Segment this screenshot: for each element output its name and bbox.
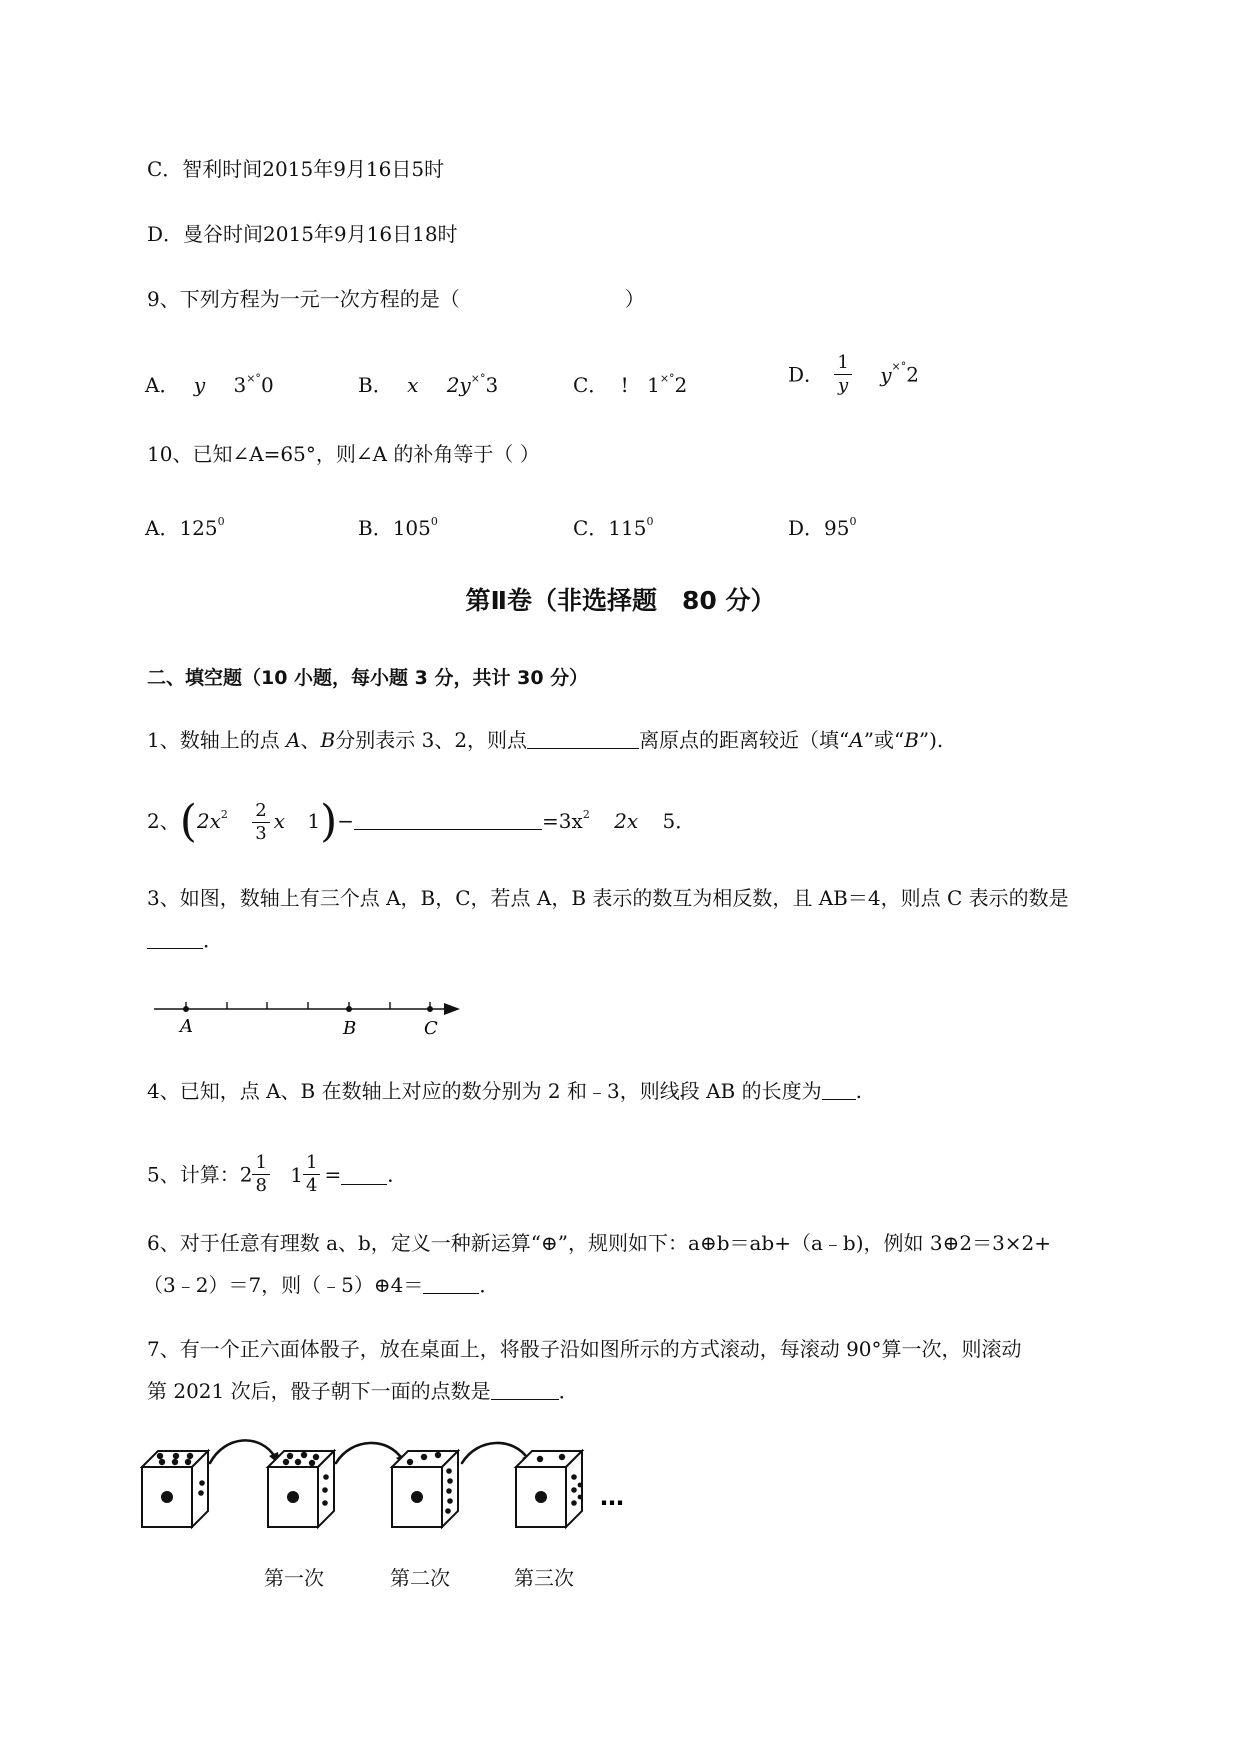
f4-text: 4、已知，点 A、B 在数轴上对应的数分别为 2 和﹣3，则线段 AB 的长度为 [147, 1079, 822, 1103]
f1-blank[interactable] [527, 728, 639, 749]
f1-a: A [286, 728, 301, 752]
f1-end: ”). [918, 728, 944, 752]
f2-tail: 2x [614, 809, 639, 833]
f7-end: ． [558, 1379, 579, 1403]
f1-sep: 、 [300, 728, 321, 752]
q9-d-rest: y [880, 362, 892, 387]
q10-option-c [573, 508, 653, 542]
q10-c-text: C．115 [573, 516, 647, 540]
point-a [183, 1006, 189, 1012]
q9-c-rest: 1 [647, 373, 660, 397]
point-b [346, 1006, 352, 1012]
q9-c-rhs: 2 [674, 373, 688, 397]
q9-d-num: 1 [834, 352, 851, 375]
f5-w2: 1 [290, 1162, 303, 1187]
q10-b-deg: 0 [430, 515, 438, 528]
fill-q5 [147, 1152, 407, 1197]
q9-d-den: y [838, 375, 849, 396]
q9-a-rest: 3 [233, 373, 247, 397]
q9-d-fraction [834, 352, 851, 397]
fill-q7-line2 [147, 1377, 579, 1405]
q10-b-text: B．105 [358, 516, 431, 540]
label-c: C [424, 1018, 438, 1039]
fill-q2 [147, 796, 696, 847]
fill-q3-line2 [147, 926, 223, 954]
f1-mid: 分别表示 3、2，则点 [335, 728, 528, 752]
f2-one: 1 [307, 809, 321, 833]
f5-n1: 1 [252, 1152, 269, 1175]
q9-a-label: A． [145, 373, 180, 397]
label-a: A [180, 1016, 193, 1037]
f2-minus: − [337, 809, 355, 833]
f1-pre: 1、数轴上的点 [147, 728, 287, 752]
q8-option-d: D．曼谷时间2015年9月16日18时 [147, 222, 458, 246]
q10-d-deg: 0 [849, 515, 857, 528]
q8-option-c: C．智利时间2015年9月16日5时 [147, 157, 445, 181]
f6-line2-text: （3﹣2）＝7，则（﹣5）⊕4＝ [143, 1273, 424, 1297]
q9-d-mark: ×° [891, 360, 907, 373]
f6-end: ． [479, 1273, 500, 1297]
label-b: B [343, 1018, 357, 1039]
f5-label: 5、计算：2 [147, 1162, 253, 1187]
fill-q4 [147, 1077, 862, 1105]
f7-line2-text: 第 2021 次后，骰子朝下一面的点数是 [147, 1379, 491, 1403]
f2-exp2: 2 [582, 808, 590, 821]
f2-label: 2、 [147, 809, 180, 833]
roll-arrow-2 [336, 1443, 402, 1463]
q9-b-rest: 2y [446, 373, 471, 397]
roll-arrow-3 [462, 1443, 528, 1463]
q9-c-mark: ×° [659, 372, 675, 385]
f2-eq: =3x [542, 809, 583, 833]
dice-figure [140, 1435, 660, 1560]
q10-stem: 10、已知∠A=65°，则∠A 的补角等于（ ） [147, 442, 540, 466]
f2-den: 3 [255, 823, 267, 844]
f2-fraction [252, 800, 269, 845]
q10-a-deg: 0 [217, 515, 225, 528]
q9-d-rhs: 2 [906, 362, 919, 387]
q9-b-rhs: 3 [485, 373, 499, 397]
part2-title: 第Ⅱ卷（非选择题 80 分） [465, 586, 776, 615]
f2-close-paren: ) [320, 796, 338, 847]
dice-caption-1: 第一次 [264, 1566, 324, 1590]
q10-c-deg: 0 [646, 515, 654, 528]
f2-open-paren: ( [179, 796, 197, 847]
point-c [427, 1006, 433, 1012]
f5-eq: = [324, 1162, 342, 1187]
f2-a: 2x [196, 809, 221, 833]
f6-blank[interactable] [423, 1273, 479, 1294]
f1-or: ”或“ [863, 728, 905, 752]
f2-x: x [273, 809, 286, 833]
f4-end: . [855, 1079, 862, 1103]
q9-option-d [788, 352, 919, 397]
section-heading: 二、填空题（10 小题，每小题 3 分，共计 30 分） [147, 667, 589, 689]
q9-c-expr: ! [620, 373, 629, 397]
q9-d-label: D． [788, 362, 825, 387]
f5-blank[interactable] [341, 1164, 387, 1185]
q10-d-text: D．95 [788, 516, 850, 540]
q9-a-expr: y [193, 373, 206, 397]
roll-arrow-1 [210, 1440, 275, 1463]
f5-frac2 [303, 1152, 320, 1197]
f3-blank[interactable] [147, 928, 203, 949]
q10-option-a [145, 508, 225, 542]
q10-a-text: A．125 [145, 516, 218, 540]
f5-d2: 4 [306, 1175, 318, 1196]
dice-caption-3: 第三次 [514, 1566, 574, 1590]
q9-option-b [358, 365, 498, 399]
f5-n2: 1 [303, 1152, 320, 1175]
q10-option-d [788, 508, 856, 542]
number-line-arrow-icon [444, 1003, 460, 1015]
f1-qb: B [904, 728, 919, 752]
fill-q6-line1: 6、对于任意有理数 a、b，定义一种新运算“⊕”，规则如下：a⊕b＝ab+（a﹣b)，例如 3⊕2＝3×2+ [147, 1231, 1052, 1255]
fill-q7-line1: 7、有一个正六面体骰子，放在桌面上，将骰子沿如图所示的方式滚动，每滚动 90°算一次，则滚动 [147, 1337, 1022, 1361]
f4-blank[interactable] [822, 1079, 856, 1100]
f1-qa: A [849, 728, 864, 752]
f5-frac1 [252, 1152, 269, 1197]
f5-d1: 8 [255, 1175, 267, 1196]
f5-end: ． [387, 1162, 408, 1187]
q9-close-paren: ） [624, 287, 645, 311]
q9-b-label: B． [358, 373, 393, 397]
f1-b: B [320, 728, 336, 752]
q9-a-rhs: 0 [260, 373, 274, 397]
q9-a-mark: ×° [246, 372, 261, 385]
fill-q1 [147, 726, 943, 754]
fill-q3-line1: 3、如图，数轴上有三个点 A，B，C，若点 A，B 表示的数互为相反数，且 AB＝4，则点 C 表示的数是 [147, 886, 1069, 910]
q9-option-c [573, 365, 687, 399]
f2-num: 2 [252, 800, 269, 823]
q9-stem [147, 285, 645, 313]
f2-exp: 2 [220, 808, 228, 821]
f3-end: ． [203, 928, 223, 952]
f2-blank[interactable] [354, 809, 542, 830]
dice-more: … [600, 1483, 624, 1511]
f2-five: 5． [662, 809, 696, 833]
q9-option-a [145, 365, 274, 399]
q9-b-mark: ×° [470, 372, 486, 385]
number-line-figure [150, 990, 470, 1040]
f1-post: 离原点的距离较近（填“ [639, 728, 850, 752]
q9-b-expr: x [407, 373, 419, 397]
q9-stem-text: 9、下列方程为一元一次方程的是（ [147, 287, 460, 311]
f7-blank[interactable] [491, 1379, 559, 1400]
dice-caption-2: 第二次 [390, 1566, 450, 1590]
fill-q6-line2 [143, 1271, 499, 1299]
q10-option-b [358, 508, 438, 542]
q9-c-label: C． [573, 373, 609, 397]
